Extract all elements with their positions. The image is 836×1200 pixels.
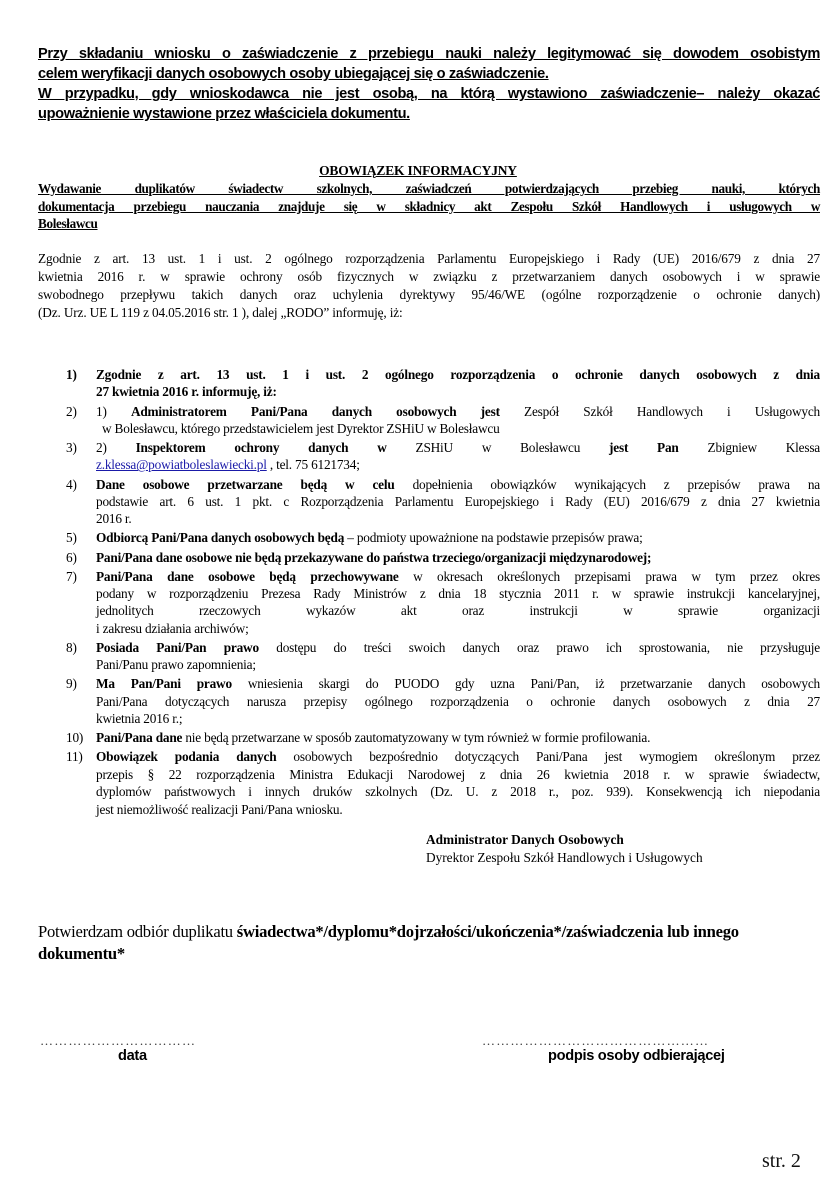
intro-line: swobodnego przepływu takich danych oraz uchylenia dyrektywy 95/46/WE (ogólne rozporządzenie o ochronie danych) xyxy=(38,287,820,302)
list-item: 5) Odbiorcą Pani/Pana danych osobowych będą – podmioty upoważnione na podstawie przepisów prawa; xyxy=(66,530,643,546)
date-signature-line[interactable]: …………………………… xyxy=(40,1033,197,1048)
list-item: 8) Posiada Pani/Pan prawo dostępu do treści swoich danych oraz prawo ich sprostowania, nie przysługuje Pani/Panu prawo zapomnienia; xyxy=(66,639,820,673)
notice-line: upoważnienie wystawione przez właściciela dokumentu. xyxy=(38,106,410,122)
list-item: 2) 1) Administratorem Pani/Pana danych osobowych jest Zespół Szkół Handlowych i Usługowych w Bolesławcu, którego przedstawicielem jest Dyrektor ZSHiU w Bolesławcu xyxy=(66,403,820,436)
id-verification-notice xyxy=(38,44,820,124)
item-number: 8) xyxy=(66,639,77,655)
list-item: 10) Pani/Pana dane nie będą przetwarzane w sposób zautomatyzowany w tym również w formie profilowania. xyxy=(66,730,651,746)
subtitle-line: Wydawanie duplikatów świadectw szkolnych, zaświadczeń potwierdzających przebieg nauki, których xyxy=(38,181,820,196)
receipt-confirmation: Potwierdzam odbiór duplikatu świadectwa*/dyplomu*dojrzałości/ukończenia*/zaświadczenia lub innego dokumentu* xyxy=(38,922,739,963)
administrator-subtitle: Dyrektor Zespołu Szkół Handlowych i Usługowych xyxy=(426,850,703,865)
list-item: 11) Obowiązek podania danych osobowych bezpośrednio dotyczących Pani/Pana jest wymogiem określonym przez przepis § 22 rozporządzenia Ministra Edukacji Narodowej z dnia 26 kwietnia 2018 r. w sprawie świadectw, dyplomów państwowych i innych druków szkolnych (Dz. U. z 2018 r., poz. 939). Konsekwencją ich niepodania jest niemożliwość realizacji Pani/Pana wniosku. xyxy=(66,749,820,817)
intro-line: kwietnia 2016 r. w sprawie ochrony osób fizycznych w związku z przetwarzaniem danych osobowych i w sprawie xyxy=(38,269,820,284)
item-number: 2) xyxy=(66,403,77,419)
item-number: 4) xyxy=(66,476,77,492)
item-number: 11) xyxy=(66,749,83,765)
date-label: data xyxy=(118,1048,147,1064)
administrator-block xyxy=(426,831,703,867)
item-number: 3) xyxy=(66,440,77,455)
obligation-subtitle xyxy=(38,180,820,233)
dpo-email-link[interactable]: z.klessa@powiatboleslawiecki.pl xyxy=(96,457,267,473)
item-number: 7) xyxy=(66,568,77,584)
page-number: str. 2 xyxy=(762,1150,801,1172)
notice-line: celem weryfikacji danych osobowych osoby ubiegającej się o zaświadczenie. xyxy=(38,66,549,82)
obligation-title: OBOWIĄZEK INFORMACYJNY xyxy=(319,163,517,178)
notice-line: Przy składaniu wniosku o zaświadczenie z przebiegu nauki należy legitymować się dowodem osobistym xyxy=(38,46,820,62)
list-item: 1) Zgodnie z art. 13 ust. 1 i ust. 2 ogólnego rozporządzenia o ochronie danych osobowych z dnia 27 kwietnia 2016 r. informuję, iż: xyxy=(66,367,820,400)
notice-line: W przypadku, gdy wnioskodawca nie jest osobą, na którą wystawiono zaświadczenie– należy okazać xyxy=(38,86,820,102)
item-number: 1) xyxy=(66,367,77,382)
subtitle-line: Bolesławcu xyxy=(38,216,98,231)
list-item: 6) Pani/Pana dane osobowe nie będą przekazywane do państwa trzeciego/organizacji międzynarodowej; xyxy=(66,549,652,565)
information-list xyxy=(66,366,820,820)
intro-line: (Dz. Urz. UE L 119 z 04.05.2016 str. 1 ), dalej „RODO” informuję, iż: xyxy=(38,305,403,320)
list-item: 7) Pani/Pana dane osobowe będą przechowywane w okresach określonych przepisami prawa w tym przez okres podany w rozporządzeniu Prezesa Rady Ministrów z dnia 18 stycznia 2011 r. w sprawie instrukcji kancelaryjnej, jednolitych rzeczowych wykazów akt oraz instrukcji w sprawie organizacji i zakresu działania archiwów; xyxy=(66,568,820,636)
item-number: 6) xyxy=(66,549,77,565)
list-item: 3) 2) Inspektorem ochrony danych w ZSHiU w Bolesławcu jest Pan Zbigniew Klessa z.klessa@powiatboleslawiecki.pl , tel. 75 6121734; xyxy=(66,440,821,473)
signature-label: podpis osoby odbierającej xyxy=(548,1048,725,1064)
subtitle-line: dokumentacja przebiegu nauczania znajduje się w składnicy akt Zespołu Szkół Handlowych i usługowych w xyxy=(38,198,820,214)
item-number: 10) xyxy=(66,730,84,746)
list-item: 4) Dane osobowe przetwarzane będą w celu dopełnienia obowiązków wynikających z przepisów prawa na podstawie art. 6 ust. 1 pkt. c Rozporządzenia Parlamentu Europejskiego i Rady (EU) 2016/679 z dnia 27 kwietnia 2016 r. xyxy=(66,476,820,527)
item-number: 9) xyxy=(66,676,77,692)
item-number: 5) xyxy=(66,530,77,546)
intro-line: Zgodnie z art. 13 ust. 1 i ust. 2 ogólnego rozporządzenia Parlamentu Europejskiego i Rady (UE) 2016/679 z dnia 27 xyxy=(38,251,820,266)
rodo-intro-paragraph xyxy=(38,250,820,322)
administrator-title: Administrator Danych Osobowych xyxy=(426,832,624,847)
signature-line[interactable]: ………………………………………… xyxy=(482,1033,710,1048)
list-item: 9) Ma Pan/Pani prawo wniesienia skargi do PUODO gdy uzna Pani/Pan, iż przetwarzanie danych osobowych Pani/Pana dotyczących narusza przepisy ogólnego rozporządzenia o ochronie danych osobowych z dnia 27 kwietnia 2016 r.; xyxy=(66,676,820,727)
